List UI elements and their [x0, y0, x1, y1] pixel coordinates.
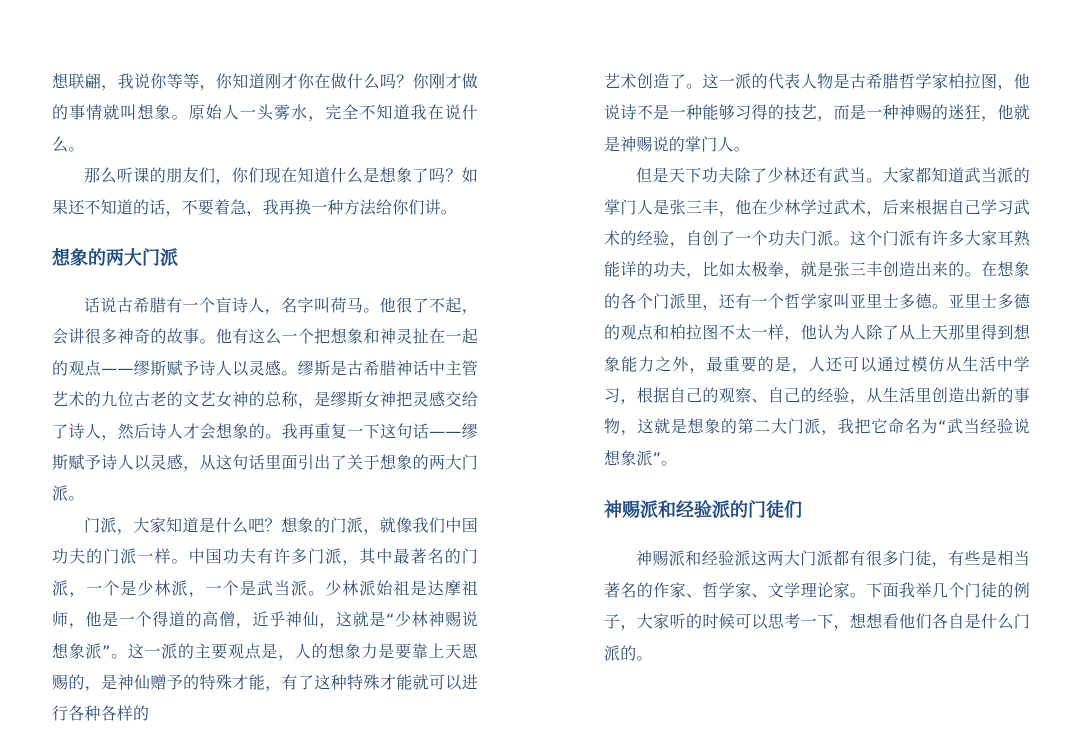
paragraph: 神赐派和经验派这两大门派都有很多门徒，有些是相当著名的作家、哲学家、文学理论家。下面我举几个门徒的例子，大家听的时候可以思考一下，想想看他们各自是什么门派的。 — [604, 549, 1030, 663]
paragraph: 话说古希腊有一个盲诗人，名字叫荷马。他很了不起，会讲很多神奇的故事。他有这么一个把想象和神灵扯在一起的观点——缪斯赋予诗人以灵感。缪斯是古希腊神话中主管艺术的九位古老的文艺女神的总称，是缪斯女神把灵感交给了诗人，然后诗人才会想象的。我再重复一下这句话——缪斯赋予诗人以灵感，从这句话里面引出了关于想象的两大门派。 — [52, 296, 478, 504]
paragraph: 那么听课的朋友们，你们现在知道什么是想象了吗？如果还不知道的话，不要着急，我再换一种方法给你们讲。 — [52, 166, 478, 217]
left-column — [52, 66, 478, 730]
right-column — [604, 66, 1030, 669]
section-heading: 想象的两大门派 — [52, 248, 178, 270]
paragraph: 艺术创造了。这一派的代表人物是古希腊哲学家柏拉图，他说诗不是一种能够习得的技艺，而是一种神赐的迷狂，他就是神赐说的掌门人。 — [604, 72, 1030, 154]
paragraph: 门派，大家知道是什么吧？想象的门派，就像我们中国功夫的门派一样。中国功夫有许多门派，其中最著名的门派，一个是少林派，一个是武当派。少林派始祖是达摩祖师，他是一个得道的高僧，近乎神仙，这就是“少林神赐说想象派”。这一派的主要观点是，人的想象力是要靠上天恩赐的，是神仙赠予的特殊才能，有了这种特殊才能就可以进行各种各样的 — [52, 515, 478, 724]
paragraph: 想联翩，我说你等等，你知道刚才你在做什么吗？你刚才做的事情就叫想象。原始人一头雾水，完全不知道我在说什么。 — [52, 72, 478, 154]
paragraph: 但是天下功夫除了少林还有武当。大家都知道武当派的掌门人是张三丰，他在少林学过武术，后来根据自己学习武术的经验，自创了一个功夫门派。这个门派有许多大家耳熟能详的功夫，比如太极拳，就是张三丰创造出来的。在想象的各个门派里，还有一个哲学家叫亚里士多德。亚里士多德的观点和柏拉图不太一样，他认为人除了从上天那里得到想象能力之外，最重要的是，人还可以通过模仿从生活中学习，根据自己的观察、自己的经验，从生活里创造出新的事物，这就是想象的第二大门派，我把它命名为“武当经验说想象派”。 — [604, 166, 1030, 468]
section-heading: 神赐派和经验派的门徒们 — [604, 500, 802, 522]
